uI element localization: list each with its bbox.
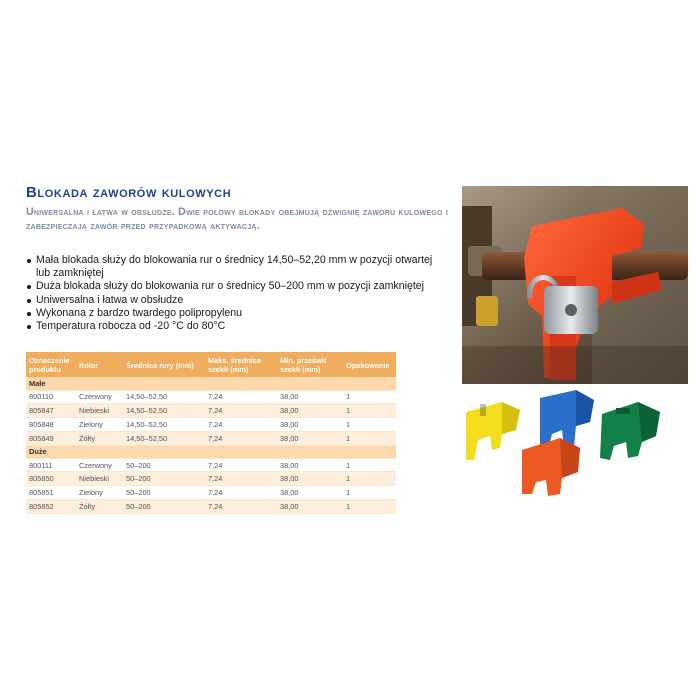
header-code: Oznaczenie produktu bbox=[26, 352, 76, 377]
group-row-large bbox=[26, 445, 396, 458]
cell: 805852 bbox=[26, 500, 76, 514]
feature-item: Mała blokada służy do blokowania rur o średnicy 14,50–52,20 mm w pozycji otwartej lub zamkniętej bbox=[26, 254, 446, 280]
cell: 1 bbox=[343, 390, 396, 404]
cell: 1 bbox=[343, 472, 396, 486]
green-lockout bbox=[600, 402, 660, 460]
cell: 1 bbox=[343, 404, 396, 418]
valve-lockout-photo bbox=[462, 186, 688, 384]
cell: Czerwony bbox=[76, 458, 123, 472]
cell: 38,00 bbox=[277, 404, 343, 418]
cell: 50–200 bbox=[123, 458, 205, 472]
feature-item: Wykonana z bardzo twardego polipropylenu bbox=[26, 307, 446, 320]
table-row bbox=[26, 431, 396, 445]
cell: 50–200 bbox=[123, 486, 205, 500]
cell: Zielony bbox=[76, 486, 123, 500]
cell: 7,24 bbox=[205, 390, 277, 404]
table-header-row bbox=[26, 352, 396, 377]
padlock-keyhole bbox=[565, 304, 577, 316]
cell: Zielony bbox=[76, 418, 123, 432]
cell: 1 bbox=[343, 458, 396, 472]
cell: 1 bbox=[343, 500, 396, 514]
group-row-small bbox=[26, 377, 396, 390]
feature-item: Duża blokada służy do blokowania rur o średnicy 50–200 mm w pozycji zamkniętej bbox=[26, 280, 446, 293]
cell: 1 bbox=[343, 418, 396, 432]
table-row bbox=[26, 472, 396, 486]
table-row bbox=[26, 486, 396, 500]
cell: 7,24 bbox=[205, 500, 277, 514]
valve-lockout-illustration bbox=[462, 186, 688, 384]
cell: 50–200 bbox=[123, 500, 205, 514]
cell: 1 bbox=[343, 431, 396, 445]
feature-item: Temperatura robocza od -20 °C do 80°C bbox=[26, 320, 446, 333]
header-min-clearance: Min. prześwit szekli (mm) bbox=[277, 352, 343, 377]
brass-fitting bbox=[476, 296, 498, 326]
cell: 38,00 bbox=[277, 431, 343, 445]
feature-item: Uniwersalna i łatwa w obsłudze bbox=[26, 294, 446, 307]
header-pipe-diameter: Średnica rury (mm) bbox=[123, 352, 205, 377]
cell: 7,24 bbox=[205, 458, 277, 472]
cell: 805847 bbox=[26, 404, 76, 418]
cell: 800110 bbox=[26, 390, 76, 404]
header-color: Kolor bbox=[76, 352, 123, 377]
cell: Żółty bbox=[76, 500, 123, 514]
products-illustration bbox=[462, 390, 688, 496]
cell: Czerwony bbox=[76, 390, 123, 404]
cell: 805851 bbox=[26, 486, 76, 500]
cell: 7,24 bbox=[205, 431, 277, 445]
table-row bbox=[26, 390, 396, 404]
yellow-lockout bbox=[466, 402, 520, 460]
cell: 38,00 bbox=[277, 500, 343, 514]
group-label: Duże bbox=[26, 445, 396, 458]
cell: 14,50–52,50 bbox=[123, 390, 205, 404]
floor-shadow bbox=[462, 346, 688, 384]
cell: 38,00 bbox=[277, 390, 343, 404]
feature-list bbox=[26, 254, 446, 333]
header-package: Opakowanie bbox=[343, 352, 396, 377]
table-row bbox=[26, 500, 396, 514]
cell: 38,00 bbox=[277, 418, 343, 432]
cell: Niebieski bbox=[76, 404, 123, 418]
header-max-shackle: Maks. średnica szekli (mm) bbox=[205, 352, 277, 377]
cell: 50–200 bbox=[123, 472, 205, 486]
cell: 805848 bbox=[26, 418, 76, 432]
table-row bbox=[26, 404, 396, 418]
blue-lockout bbox=[540, 390, 594, 450]
cell: Żółty bbox=[76, 431, 123, 445]
cell: 1 bbox=[343, 486, 396, 500]
cell: 14,50–52,50 bbox=[123, 418, 205, 432]
cell: 38,00 bbox=[277, 458, 343, 472]
cell: 14,50–52,50 bbox=[123, 431, 205, 445]
cell: Niebieski bbox=[76, 472, 123, 486]
cell: 805849 bbox=[26, 431, 76, 445]
table-row bbox=[26, 458, 396, 472]
cell: 7,24 bbox=[205, 472, 277, 486]
cell: 14,50–52,50 bbox=[123, 404, 205, 418]
cell: 7,24 bbox=[205, 418, 277, 432]
page-title: Blokada zaworów kulowych bbox=[26, 184, 232, 201]
lockout-devices-products bbox=[462, 390, 688, 496]
group-label: Małe bbox=[26, 377, 396, 390]
cell: 7,24 bbox=[205, 486, 277, 500]
table-row bbox=[26, 418, 396, 432]
cell: 38,00 bbox=[277, 486, 343, 500]
cell: 805850 bbox=[26, 472, 76, 486]
spec-table bbox=[26, 352, 396, 514]
orange-lockout bbox=[522, 438, 580, 496]
cell: 800111 bbox=[26, 458, 76, 472]
cell: 7,24 bbox=[205, 404, 277, 418]
cell: 38,00 bbox=[277, 472, 343, 486]
subtitle: Uniwersalna i łatwa w obsłudze. Dwie połowy blokady obejmują dźwignię zaworu kulowego i zabezpieczają zawór przed przypadkową aktywacją. bbox=[26, 206, 449, 232]
